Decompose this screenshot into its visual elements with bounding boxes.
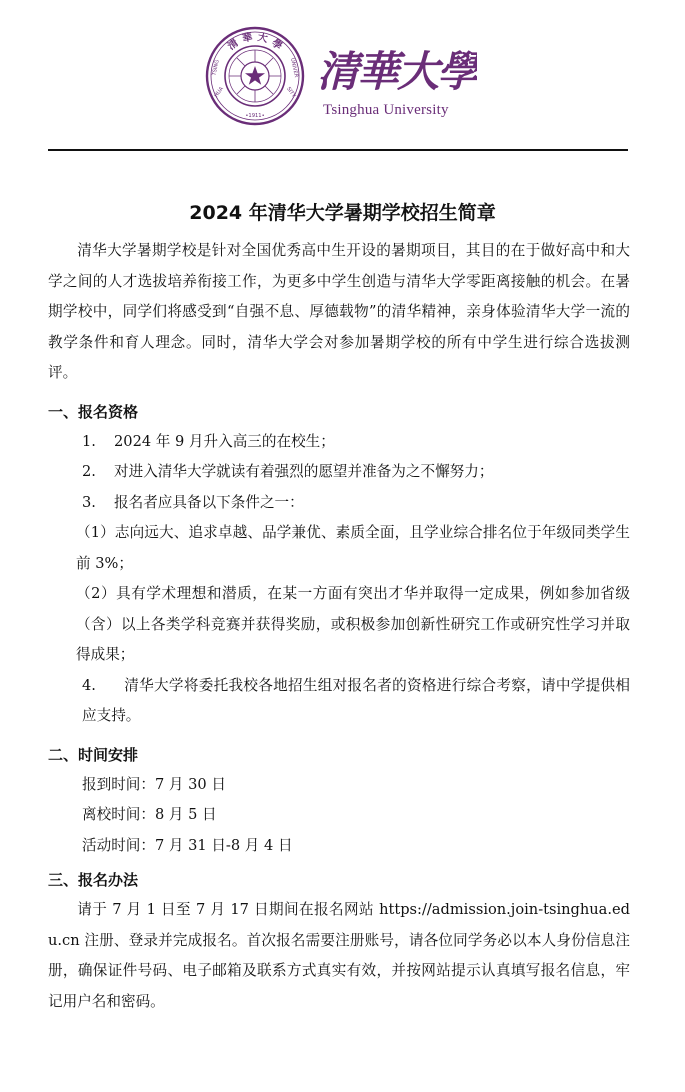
section-heading-eligibility: 一、报名资格 bbox=[48, 402, 139, 421]
schedule-item: 活动时间：7 月 31 日-8 月 4 日 bbox=[82, 836, 293, 854]
svg-text:清華大學: 清華大學 bbox=[317, 47, 477, 96]
list-item-text: 2024 年 9 月升入高三的在校生； bbox=[114, 432, 335, 450]
document-body bbox=[48, 236, 630, 1017]
list-item-number: 1. bbox=[82, 432, 96, 450]
list-item-text: 对进入清华大学就读有着强烈的愿望并准备为之不懈努力； bbox=[114, 463, 494, 480]
list-item-number: 4. bbox=[82, 676, 96, 694]
tsinghua-seal-icon bbox=[205, 26, 305, 126]
sub-item: （2）具有学术理想和潜质，在某一方面有突出才华并取得一定成果，例如参加省级（含）以上各类学科竞赛并获得奖励，或积极参加创新性研究工作或研究性学习并取得成果； bbox=[76, 585, 630, 663]
list-item-number: 3. bbox=[82, 493, 96, 511]
svg-text:TSING: TSING bbox=[211, 59, 221, 77]
list-item-number: 2. bbox=[82, 463, 96, 480]
tsinghua-calligraphy-logo bbox=[317, 32, 477, 104]
list-item bbox=[48, 427, 630, 458]
svg-text:•1911•: •1911• bbox=[245, 113, 265, 119]
header-divider bbox=[48, 149, 628, 151]
registration-paragraph: 请于 7 月 1 日至 7 月 17 日期间在报名网站 https://admission.join-tsinghua.edu.cn 注册、登录并完成报名。首次报名需要注册账号，请各位同学务必以本人身份信息注册，确保证件号码、电子邮箱及联系方式真实有效，并按网站提示认真填写报名信息，牢记用户名和密码。 bbox=[48, 901, 630, 1010]
intro-paragraph: 清华大学暑期学校是针对全国优秀高中生开设的暑期项目，其目的在于做好高中和大学之间的人才选拔培养衔接工作，为更多中学生创造与清华大学零距离接触的机会。在暑期学校中，同学们将感受到“自强不息、厚德载物”的清华精神，亲身体验清华大学一流的教学条件和育人理念。同时，清华大学会对参加暑期学校的所有中学生进行综合选拔测评。 bbox=[48, 242, 630, 381]
list-item bbox=[48, 488, 630, 519]
section-heading-registration: 三、报名办法 bbox=[48, 871, 139, 889]
section-heading-schedule: 二、时间安排 bbox=[48, 745, 139, 764]
svg-text:HUA: HUA bbox=[213, 86, 225, 99]
list-item-text: 清华大学将委托我校各地招生组对报名者的资格进行综合考察，请中学提供相应支持。 bbox=[82, 676, 630, 724]
logo-english-name: Tsinghua University bbox=[323, 102, 449, 118]
svg-text:大: 大 bbox=[256, 32, 269, 45]
list-item-text: 报名者应具备以下条件之一： bbox=[114, 493, 304, 511]
university-header bbox=[205, 26, 475, 126]
schedule-item: 离校时间：8 月 5 日 bbox=[82, 806, 217, 823]
list-item bbox=[48, 671, 630, 732]
list-item bbox=[48, 457, 630, 488]
svg-text:清: 清 bbox=[226, 37, 241, 53]
svg-text:SITY: SITY bbox=[285, 86, 297, 99]
svg-text:華: 華 bbox=[241, 32, 254, 45]
sub-item: （1）志向远大、追求卓越、品学兼优、素质全面，且学业综合排名位于年级同类学生前 3%； bbox=[76, 524, 630, 572]
svg-text:學: 學 bbox=[269, 37, 284, 53]
schedule-item: 报到时间：7 月 30 日 bbox=[82, 775, 226, 793]
svg-text:UNIVER: UNIVER bbox=[289, 57, 299, 79]
page-title: 2024 年清华大学暑期学校招生简章 bbox=[189, 202, 496, 224]
